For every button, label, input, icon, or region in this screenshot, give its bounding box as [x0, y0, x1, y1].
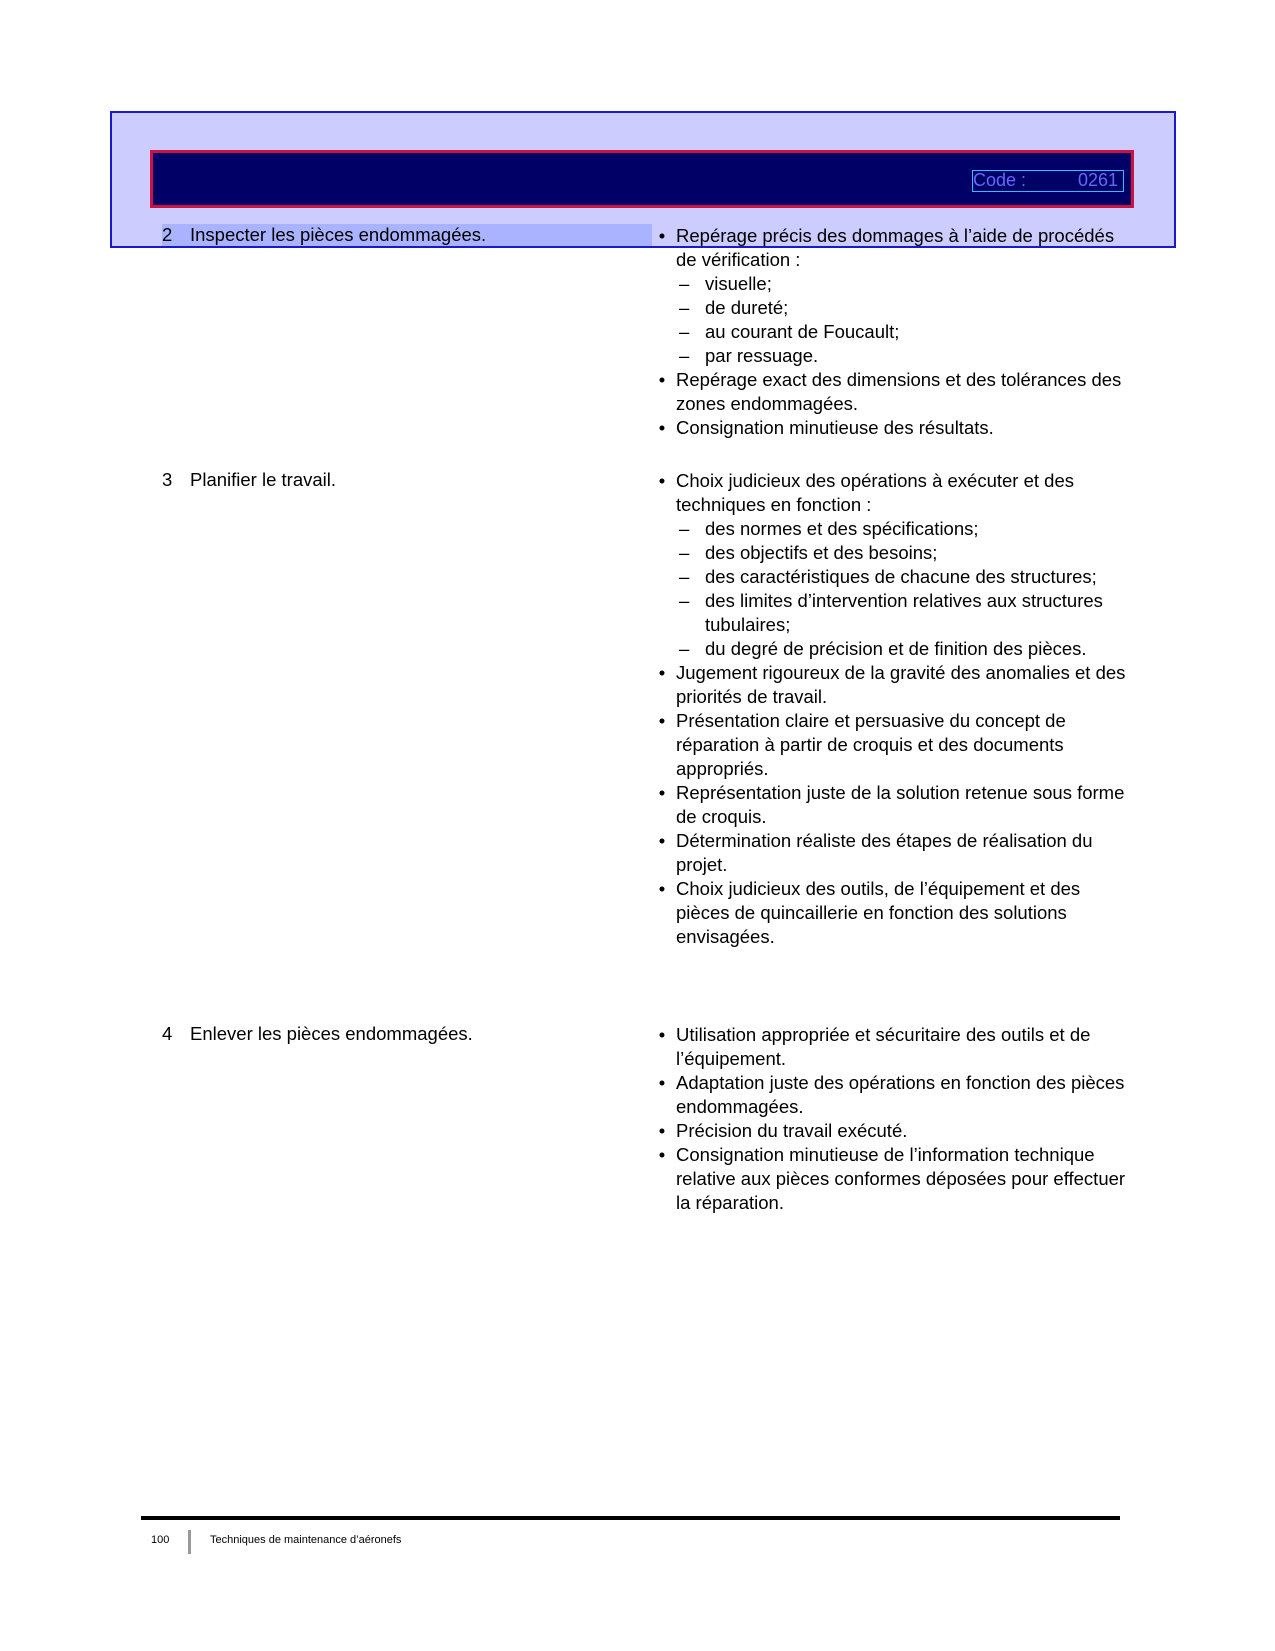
sub-criterion	[676, 589, 1126, 637]
step-title	[162, 224, 652, 246]
criterion-item	[658, 661, 1126, 709]
criterion-text: Choix judicieux des opérations à exécuter et des techniques en fonction :	[676, 470, 1074, 515]
bullet-icon: •	[658, 878, 666, 899]
page-number: 100	[151, 1534, 170, 1546]
footer-title: Techniques de maintenance d’aéronefs	[210, 1534, 402, 1546]
bullet-icon: •	[658, 710, 666, 731]
bullet-icon: •	[658, 782, 666, 803]
step-label: Enlever les pièces endommagées.	[190, 1023, 473, 1044]
bullet-icon: •	[658, 417, 666, 438]
step-number: 2	[162, 224, 173, 245]
criterion-item	[658, 1071, 1126, 1119]
sub-criterion	[676, 296, 1126, 320]
criterion-text: Présentation claire et persuasive du concept de réparation à partir de croquis et des documents appropriés.	[676, 710, 1066, 779]
sub-criterion-text: des normes et des spécifications;	[705, 518, 979, 539]
dash-icon: –	[679, 273, 690, 294]
sub-criterion	[676, 272, 1126, 296]
criteria-list	[658, 224, 1126, 440]
criterion-text: Repérage exact des dimensions et des tolérances des zones endommagées.	[676, 369, 1122, 414]
criterion-text: Consignation minutieuse de l’information technique relative aux pièces conformes déposées pour effectuer la réparation.	[676, 1144, 1126, 1213]
criterion-text: Représentation juste de la solution retenue sous forme de croquis.	[676, 782, 1125, 827]
dash-icon: –	[679, 345, 690, 366]
criterion-text: Utilisation appropriée et sécuritaire des outils et de l’équipement.	[676, 1024, 1091, 1069]
step-label: Inspecter les pièces endommagées.	[190, 224, 487, 245]
step-title	[162, 1023, 652, 1045]
criterion-item	[658, 709, 1126, 781]
sub-criterion-text: par ressuage.	[705, 345, 819, 366]
sub-criterion-text: des limites d’intervention relatives aux structures tubulaires;	[705, 590, 1103, 635]
code-label: Code :	[973, 170, 1027, 190]
criterion-text: Repérage précis des dommages à l’aide de procédés de vérification :	[676, 225, 1115, 270]
criterion-item	[658, 781, 1126, 829]
criterion-text: Jugement rigoureux de la gravité des anomalies et des priorités de travail.	[676, 662, 1126, 707]
dash-icon: –	[679, 297, 690, 318]
criteria-list	[658, 469, 1126, 949]
sub-criterion	[676, 320, 1126, 344]
criterion-item	[658, 877, 1126, 949]
bullet-icon: •	[658, 1120, 666, 1141]
bullet-icon: •	[658, 1024, 666, 1045]
criterion-item	[658, 829, 1126, 877]
criterion-item	[658, 368, 1126, 416]
criterion-text: Adaptation juste des opérations en fonction des pièces endommagées.	[676, 1072, 1125, 1117]
sub-criterion-text: au courant de Foucault;	[705, 321, 900, 342]
footer-separator	[188, 1530, 191, 1554]
sub-criterion-text: visuelle;	[705, 273, 772, 294]
criterion-text: Précision du travail exécuté.	[676, 1120, 908, 1141]
bullet-icon: •	[658, 662, 666, 683]
criterion-item	[658, 469, 1126, 661]
criterion-item	[658, 1023, 1126, 1071]
sub-criterion-text: des objectifs et des besoins;	[705, 542, 938, 563]
step-title	[162, 469, 652, 491]
sub-criterion	[676, 517, 1126, 541]
sub-criterion-text: des caractéristiques de chacune des structures;	[705, 566, 1097, 587]
step-label: Planifier le travail.	[190, 469, 337, 490]
sub-criterion	[676, 637, 1126, 661]
dash-icon: –	[679, 638, 690, 659]
bullet-icon: •	[658, 470, 666, 491]
criteria-list	[658, 1023, 1126, 1215]
bullet-icon: •	[658, 369, 666, 390]
step-number: 4	[162, 1023, 173, 1044]
sub-criterion-text: du degré de précision et de finition des pièces.	[705, 638, 1087, 659]
footer-rule	[141, 1516, 1120, 1520]
sub-criterion	[676, 565, 1126, 589]
criterion-item	[658, 1119, 1126, 1143]
criterion-item	[658, 224, 1126, 368]
criterion-text: Consignation minutieuse des résultats.	[676, 417, 994, 438]
dash-icon: –	[679, 566, 690, 587]
bullet-icon: •	[658, 1072, 666, 1093]
bullet-icon: •	[658, 830, 666, 851]
criterion-text: Choix judicieux des outils, de l’équipement et des pièces de quincaillerie en fonction des solutions envisagées.	[676, 878, 1081, 947]
sub-criteria-list	[676, 517, 1126, 661]
sub-criterion-text: de dureté;	[705, 297, 789, 318]
dash-icon: –	[679, 542, 690, 563]
dash-icon: –	[679, 518, 690, 539]
sub-criterion	[676, 541, 1126, 565]
criterion-item	[658, 416, 1126, 440]
bullet-icon: •	[658, 225, 666, 246]
sub-criteria-list	[676, 272, 1126, 368]
criterion-text: Détermination réaliste des étapes de réalisation du projet.	[676, 830, 1093, 875]
step-number: 3	[162, 469, 173, 490]
dash-icon: –	[679, 590, 690, 611]
code-value: 0261	[1078, 170, 1119, 190]
dash-icon: –	[679, 321, 690, 342]
bullet-icon: •	[658, 1144, 666, 1165]
sub-criterion	[676, 344, 1126, 368]
criterion-item	[658, 1143, 1126, 1215]
